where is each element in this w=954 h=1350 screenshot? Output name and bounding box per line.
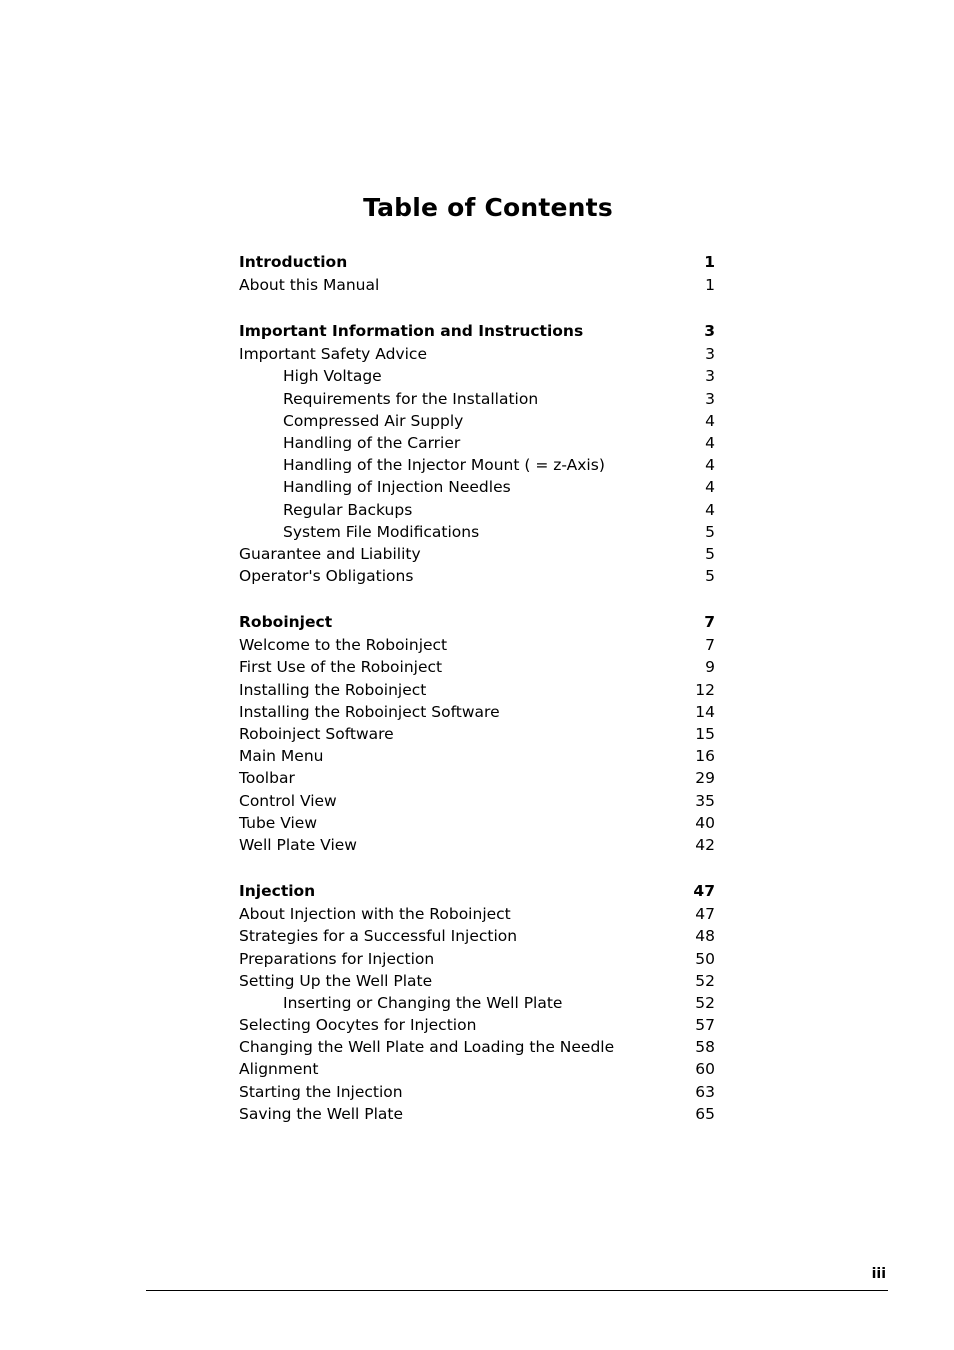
toc-subentry[interactable] [239,499,715,521]
toc-entry-title: Welcome to the Roboinject [239,636,448,655]
toc-entry-page: 3 [705,345,715,364]
toc-chapter-heading[interactable] [239,250,715,274]
toc-entry-title: Compressed Air Supply [283,411,464,430]
page-number: iii [871,1266,886,1282]
toc-entry-title: Toolbar [239,769,295,788]
toc-entry-page: 12 [695,680,715,699]
toc-entry[interactable] [239,343,715,365]
toc-entry-title: Saving the Well Plate [239,1104,404,1123]
toc-entry[interactable] [239,723,715,745]
toc-entry[interactable] [239,970,715,992]
toc-entry-page: 14 [695,702,715,721]
toc-entry-page: 7 [705,636,715,655]
toc-entry-page: 1 [705,276,715,294]
toc-entry[interactable] [239,903,715,925]
toc-entry[interactable] [239,767,715,789]
toc-entry-title: Handling of the Injector Mount ( = z-Axis) [283,456,605,475]
toc-entry-page: 57 [695,1016,715,1035]
toc-entry-page: 5 [705,544,715,563]
toc-entry-page: 9 [705,658,715,677]
toc-entry-title: Regular Backups [283,500,413,519]
toc-entry-page: 16 [695,747,715,766]
toc-chapter-title: Injection [239,882,316,901]
footer-rule [146,1290,888,1291]
toc-entry-title: About Injection with the Roboinject [239,905,511,924]
toc-entry-title: Alignment [239,1060,319,1079]
toc-entry-page: 4 [705,411,715,430]
toc-section [239,250,715,296]
toc-entry-title: Main Menu [239,747,324,766]
toc-chapter-heading[interactable] [239,610,715,634]
toc-chapter-page: 1 [704,253,715,271]
toc-entry-page: 52 [695,993,715,1012]
toc-entry-page: 58 [695,1038,715,1057]
toc-entry[interactable] [239,701,715,723]
toc-entry-page: 50 [695,949,715,968]
toc-entry-title: Starting the Injection [239,1082,403,1101]
toc-chapter-title: Introduction [239,253,348,271]
toc-entry-page: 5 [705,522,715,541]
toc-entry[interactable] [239,1058,715,1080]
toc-entry-title: Installing the Roboinject Software [239,702,500,721]
toc-entry-page: 4 [705,478,715,497]
toc-entry[interactable] [239,812,715,834]
toc-entry-page: 60 [695,1060,715,1079]
toc-section [239,610,715,856]
toc-entry-title: Selecting Oocytes for Injection [239,1016,477,1035]
toc-entry-page: 63 [695,1082,715,1101]
toc-chapter-page: 47 [693,882,715,901]
toc-chapter-heading[interactable] [239,319,715,343]
toc-entry-title: Guarantee and Liability [239,544,421,563]
toc-subentry[interactable] [239,521,715,543]
toc-subentry[interactable] [239,410,715,432]
toc-subentry[interactable] [239,476,715,498]
toc-entry-page: 3 [705,367,715,386]
toc-entry-page: 5 [705,567,715,586]
toc-entry-title: Control View [239,791,337,810]
table-of-contents [239,250,715,1148]
page-title: Table of Contents [363,193,613,222]
toc-entry-page: 40 [695,813,715,832]
toc-entry-title: Handling of the Carrier [283,433,461,452]
toc-entry-title: About this Manual [239,276,380,294]
toc-chapter-heading[interactable] [239,879,715,903]
toc-entry-page: 4 [705,456,715,475]
toc-entry[interactable] [239,1103,715,1125]
toc-entry-page: 42 [695,835,715,854]
toc-entry[interactable] [239,274,715,296]
toc-entry-title: Roboinject Software [239,725,394,743]
toc-chapter-page: 7 [704,613,715,632]
toc-entry-page: 15 [695,725,715,743]
toc-entry-page: 4 [705,500,715,519]
toc-subentry[interactable] [239,992,715,1014]
toc-entry[interactable] [239,745,715,767]
toc-entry[interactable] [239,925,715,947]
toc-entry[interactable] [239,543,715,565]
toc-entry-title: System File Modifications [283,522,480,541]
toc-entry[interactable] [239,656,715,678]
toc-entry-title: First Use of the Roboinject [239,658,443,677]
toc-entry[interactable] [239,790,715,812]
toc-chapter-title: Important Information and Instructions [239,322,584,341]
toc-entry-page: 4 [705,433,715,452]
toc-entry-title: Important Safety Advice [239,345,427,364]
toc-entry-page: 29 [695,769,715,788]
toc-entry[interactable] [239,1014,715,1036]
toc-entry-title: High Voltage [283,367,382,386]
toc-subentry[interactable] [239,388,715,410]
toc-entry-page: 65 [695,1104,715,1123]
toc-subentry[interactable] [239,365,715,387]
toc-subentry[interactable] [239,454,715,476]
toc-entry-title: Well Plate View [239,835,357,854]
toc-entry-title: Tube View [239,813,318,832]
toc-chapter-page: 3 [704,322,715,341]
toc-entry-title: Preparations for Injection [239,949,435,968]
toc-section [239,319,715,587]
toc-entry[interactable] [239,1081,715,1103]
toc-entry-page: 52 [695,971,715,990]
toc-entry-title: Operator's Obligations [239,567,414,586]
toc-entry-title: Installing the Roboinject [239,680,427,699]
toc-entry-page: 35 [695,791,715,810]
toc-subentry[interactable] [239,432,715,454]
toc-section [239,879,715,1125]
toc-entry-title: Inserting or Changing the Well Plate [283,993,563,1012]
toc-entry-title: Setting Up the Well Plate [239,971,433,990]
toc-entry[interactable] [239,565,715,587]
toc-chapter-title: Roboinject [239,613,333,632]
toc-entry[interactable] [239,634,715,656]
toc-entry-page: 3 [705,389,715,408]
toc-entry[interactable] [239,834,715,856]
toc-entry-title: Handling of Injection Needles [283,478,511,497]
toc-entry-page: 48 [695,927,715,946]
toc-entry-title: Strategies for a Successful Injection [239,927,518,946]
toc-entry-title: Changing the Well Plate and Loading the Needle [239,1038,615,1057]
toc-entry-page: 47 [695,905,715,924]
toc-entry[interactable] [239,1036,715,1058]
toc-entry[interactable] [239,679,715,701]
toc-entry-title: Requirements for the Installation [283,389,539,408]
toc-entry[interactable] [239,948,715,970]
